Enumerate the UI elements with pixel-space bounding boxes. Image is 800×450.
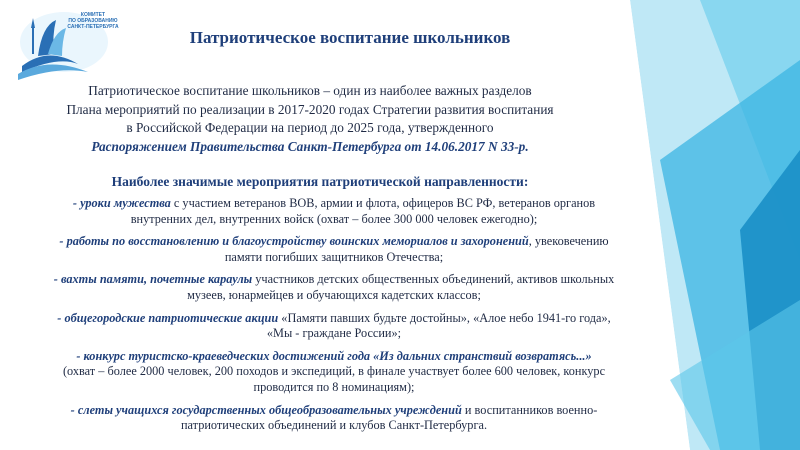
item-prefix: - (70, 402, 78, 417)
intro-line: Патриотическое воспитание школьников – один из наиболее важных разделов (88, 83, 532, 98)
item-text-cont: внутренних дел, внутренних войск (охват – более 300 000 человек ежегодно); (130, 211, 538, 226)
logo-line: ПО ОБРАЗОВАНИЮ (68, 18, 118, 24)
logo-line: САНКТ-ПЕТЕРБУРГА (67, 24, 119, 30)
list-item (24, 234, 644, 265)
item-highlight: общегородские патриотические акции (64, 310, 279, 325)
logo-text (58, 12, 128, 30)
list-item (24, 272, 644, 303)
item-text-cont: «Мы - граждане России»; (266, 326, 402, 341)
item-prefix: - (76, 348, 84, 363)
item-text-cont: проводится по 8 номинациям); (253, 379, 415, 394)
item-prefix: - (53, 272, 61, 287)
item-highlight: вахты памяти, почетные караулы (60, 272, 253, 287)
list-item (24, 311, 644, 342)
item-text: с участием ветеранов ВОВ, армии и флота, офицеров ВС РФ, ветеранов органов (170, 196, 596, 210)
item-text: и воспитанников военно- (461, 402, 598, 417)
item-prefix: - (72, 196, 81, 210)
item-text-cont: памяти погибших защитников Отечества; (224, 249, 444, 264)
item-highlight: работы по восстановлению и благоустройству воинских мемориалов и захоронений (66, 234, 529, 249)
item-text: участников детских общественных объединений, активов школьных (252, 272, 615, 287)
list-item (24, 196, 644, 227)
item-highlight: конкурс туристско-краеведческих достижений года «Из дальних странствий возвратясь...» (83, 348, 592, 363)
logo-line: КОМИТЕТ (80, 12, 106, 18)
intro-line: Плана мероприятий по реализации в 2017-2020 годах Стратегии развития воспитания (66, 101, 554, 117)
list-item (24, 349, 644, 396)
item-text-cont: патриотических объединений и клубов Санкт-Петербурга. (180, 418, 488, 433)
item-text: «Памяти павших будьте достойны», «Алое небо 1941-го года», (278, 310, 611, 325)
section-subheading: Наиболее значимые мероприятия патриотической направленности: (111, 174, 529, 189)
page-title: Патриотическое воспитание школьников (189, 28, 511, 47)
item-prefix: - (59, 234, 67, 249)
item-highlight: слеты учащихся государственных общеобразовательных учреждений (77, 402, 462, 417)
item-text-cont: (охват – более 2000 человек, 200 походов и экспедиций, в финале участвует более 600 человек, конкурс (62, 364, 606, 379)
intro-paragraph (30, 82, 590, 156)
list-item (24, 403, 644, 434)
item-text-cont: музеев, юнармейцев и обучающихся кадетских классов; (187, 287, 481, 302)
item-text: , увековечению (528, 234, 609, 249)
intro-emphasis: Распоряжением Правительства Санкт-Петербурга от 14.06.2017 N 33-р. (91, 138, 529, 154)
intro-line: в Российской Федерации на период до 2025 года, утвержденного (126, 120, 494, 135)
item-highlight: уроки мужества (80, 196, 171, 210)
events-list (24, 196, 644, 441)
item-prefix: - (57, 310, 65, 325)
